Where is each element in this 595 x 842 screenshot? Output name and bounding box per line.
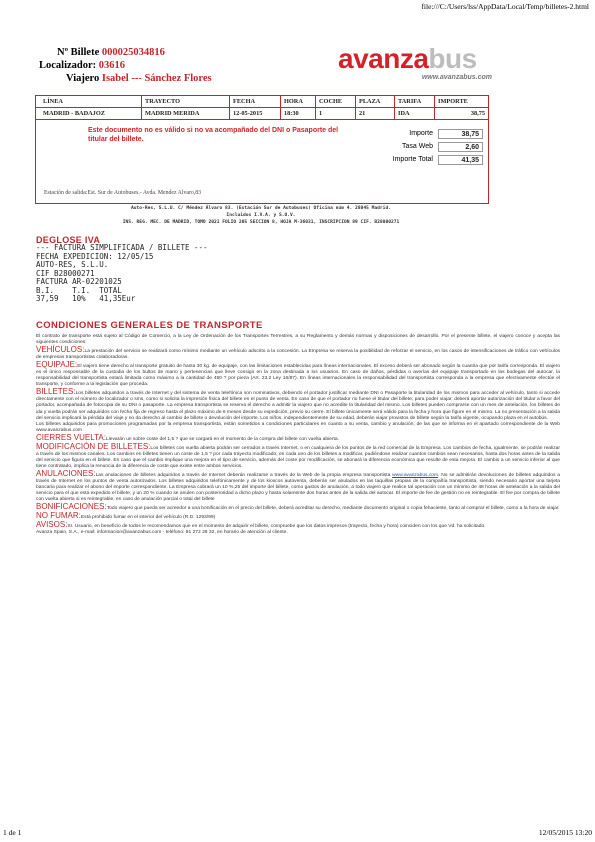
text-modificacion: Los billetes con vuelta abierta podrán ser cerrados a través Internet, o en cualquiera de los puntos de la red comercial de la Empresa. Los cambios de fecha, igualmente, se podrán realizar a través de los mismos canales. Los cambios en billetes tienen un coste de 1,5 ? por cada trayecto modificado, en cada uno de los billetes a modificar, pudiéndose realizar cuantos cambios sean necesarios, hasta dos horas antes de la salida del servicio que figura en el billete. En caso que el cambio implique una mejora en el tipo de servicio, además del coste por modificación, se abonará la diferencia económica que resulte de esta mejora. El cambio a un servicio inferior al que tiene contratado, implica la renuncia de la diferencia de coste que existe entre ambos servicios.: [36, 445, 560, 469]
invoice-block: [36, 244, 208, 304]
text-avisos: Sr. Usuario, en beneficio de todos le recomendamos que en el momento de adquirir el billete, compruebe que los datos impresos (trayecto, fecha y hora) coinciden con los que Vd. ha solicitado.: [67, 524, 486, 530]
cell-importe: 38,75: [470, 110, 485, 117]
viajero-value: Isabel --- Sánchez Flores: [101, 73, 212, 84]
text-no-fumar: Está prohibido fumar en el interior del vehículo (R.D. 1293/99): [80, 515, 216, 521]
cell-hora: 18:30: [284, 110, 299, 117]
price-row-total: [373, 155, 483, 166]
invoice-line: CIF B28000271: [36, 268, 95, 278]
cell-fecha: 12-05-2015: [233, 110, 263, 117]
keyword-anulaciones: ANULACIONES:: [36, 468, 96, 478]
table-divider: [229, 96, 230, 119]
keyword-bonificaciones: BONIFICACIONES:: [36, 502, 107, 512]
price-value: 38,75: [438, 129, 483, 139]
localizador-label: Localizador:: [39, 60, 97, 71]
keyword-no-fumar: NO FUMAR:: [36, 511, 81, 521]
logo-word-avanza: avanza: [338, 43, 429, 74]
table-divider: [315, 96, 316, 119]
table-divider: [434, 96, 435, 119]
price-value: 41,35: [438, 155, 483, 165]
avanzabus-link[interactable]: www.avanzabus.com: [392, 472, 439, 478]
keyword-equipaje: EQUIPAJE:: [36, 360, 78, 370]
cell-coche: 1: [319, 110, 323, 117]
table-divider: [280, 96, 281, 119]
viajero-label: Viajero: [66, 73, 100, 84]
invoice-line: AUTO-RES, S.L.U.: [36, 260, 109, 269]
ticket-header: [36, 46, 212, 85]
logo-word-bus: bus: [428, 43, 477, 74]
price-row-importe: [373, 129, 483, 140]
print-datetime: 12/05/2015 13:20: [538, 828, 592, 837]
invoice-line: 37,59 10% 41,35Eur: [36, 294, 136, 303]
invoice-line: FACTURA AR-02201025: [36, 277, 122, 286]
price-label: Tasa Web: [402, 143, 433, 150]
conditions-intro: El contrato de transporte está sujeto al Código de Comercio, a la Ley de Ordenación de los Transportes Terrestres, a su Reglamento y demás normas y disposiciones de desarrollo. Por el presente billete, el viajero conoce y acepta las siguientes condiciones:: [36, 334, 560, 346]
col-plaza: PLAZA: [359, 98, 381, 105]
keyword-billetes: BILLETES:: [36, 387, 76, 397]
cell-linea: MADRID - BADAJOZ: [43, 110, 105, 117]
cell-trayecto: MADRID MERIDA: [145, 110, 200, 117]
ticket-table-row: [36, 108, 488, 120]
invoice-line: --- FACTURA SIMPLIFICADA / BILLETE ---: [36, 243, 208, 252]
text-bonificaciones: Todo viajero que pueda ser acreedor a una bonificación en el precio del billete, deberá acreditar su derecho, mediante documento original o copia fehaciente, tanto al comprar el billete, como a la hora de viajar.: [106, 506, 560, 512]
invoice-line: B.I. T.I. TOTAL: [36, 285, 122, 295]
desglose-title: DEGLOSE IVA: [36, 235, 101, 245]
price-value: 2,60: [438, 142, 483, 152]
price-row-tasa-web: [373, 142, 483, 153]
table-divider: [355, 96, 356, 119]
ticket-table-header: [36, 96, 488, 108]
avanzabus-logo: [338, 44, 498, 81]
col-trayecto: TRAYECTO: [145, 98, 180, 105]
cell-plaza: 21: [359, 110, 366, 117]
logo-url: www.avanzabus.com: [421, 74, 492, 81]
price-label: Importe: [409, 130, 433, 137]
col-hora: HORA: [284, 98, 303, 105]
billete-value: 000025034816: [101, 47, 165, 58]
text-billetes-extra: Los billetes adquiridos para promociones programadas por la empresa transportista, están sometidos a condiciones particulares en cuanto a su venta, cambio y anulación, de las que se informa en el apartado correspondiente de la Web www.avanzabus.com: [36, 421, 560, 433]
text-equipaje: El viajero tiene derecho al transporte gratuito de hasta 30 kg. de equipaje, con las limitaciones establecidas para líneas internacionales. El exceso deberá ser abonado según la cuantía que por tarifa corresponda. El viajero es el único responsable de la custodia de los bultos de mano y pertenencias que lleve consigo en la zona destinada a los usuarios. En caso de daños, pérdidas o averías del equipaje transportado en las bodegas del autocar, la responsabilidad del transportista estará limitada como máximo a la cantidad de 450 ? por pieza (Art. 23.2 Ley 16/87). En líneas internacionales la responsabilidad del transportista corresponda a la empresa que efectivamente efectúe el transporte, y conforme a la legislación que proceda.: [36, 364, 560, 388]
price-label: Importe Total: [392, 156, 433, 163]
company-line: Auto-Res, S.L.U. C/ Méndez Álvaro 83. (Estación Sur de Autobuses) Oficina núm 4. 28045 Madrid.: [131, 206, 391, 211]
company-line: Incluidos I.V.A. y S.O.V.: [226, 213, 296, 218]
keyword-modificacion: MODIFICACIÓN DE BILLETES:: [36, 441, 151, 451]
text-vehiculos: La prestación del servicio se realizará como mínimo mediante un vehículo adscrito a la concesión. La Empresa se reserva la posibilidad de reforzar el servicio, en los casos de intensificaciones de tráfico con vehículos de empresas transportistas colaboradoras.: [36, 349, 560, 361]
invoice-line: FECHA EXPEDICION: 12/05/15: [36, 251, 154, 261]
col-coche: COCHE: [319, 98, 343, 105]
conditions-title: CONDICIONES GENERALES DE TRANSPORTE: [36, 320, 263, 331]
keyword-avisos: AVISOS:: [36, 520, 68, 530]
table-divider: [394, 96, 395, 119]
company-info: [35, 205, 487, 226]
page-url: file:///C:/Users/lss/AppData/Local/Temp/billetes-2.html: [421, 2, 589, 11]
col-importe: IMPORTE: [438, 98, 468, 105]
keyword-vehiculos: VEHÍCULOS:: [36, 345, 85, 355]
text-cierres: Llevarán un sobre coste del 1,5 ? que se cargará en el momento de la compra del billete con vuelta abierta.: [105, 436, 339, 442]
contact-line: Avanza Spain, S.A., e-mail: informacion@avanzabus.com - teléfono: 91 272 28 32, en horario de atención al cliente.: [36, 530, 288, 536]
col-linea: LÍNEA: [43, 98, 63, 105]
departure-station: Estación de salida:Est. Sur de Autobuses.- Avda. Mendez Alvaro,83: [44, 190, 202, 196]
conditions-body: [36, 334, 560, 536]
keyword-cierres: CIERRES VUELTA:: [36, 432, 106, 442]
table-divider: [141, 96, 142, 119]
col-fecha: FECHA: [233, 98, 256, 105]
col-tarifa: TARIFA: [398, 98, 422, 105]
page-count: 1 de 1: [3, 828, 22, 837]
text-billetes: Los billetes adquiridos a través de Internet y del sistema de venta telefónica son nominativos, debiendo el portador justificar mediante DNI o Pasaporte la titularidad de los mismos para acceder al vehículo, tanto si accede directamente con el número de localizador o sms, como si solicita la impresión física del billete en el punto de venta. En caso de que el portador no fuese el titular del billete, para poder viajar, deberá aportar autorización del titular a favor del portador, acompañada de fotocopia de su DNI o pasaporte. La empresa transportista se reserva el derecho a admitir la viajero que no acredite la titularidad del mismo. Los billetes pueden comprarse con un mes de antelación, los billetes de ida y vuelta podrán ser adquiridos con fecha fija de regreso hasta el plazo máximo de 6 meses desde su expedición, previo su cierre. El billete únicamente será válido para la fecha y hora que figure en el mismo. La no presentación a la salida del servicio implicará la pérdida del viaje y no da derecho al cambio de billete o devolución del importe. Los niños, independientemente de su edad, deberán viajar provistos de billete según la tarifa vigente, ocupando plaza en el autobús.: [36, 391, 560, 421]
text-anulaciones: . No se admitirán devoluciones de billetes adquiridos a través de Internet en los puntos de venta autorizados. Los billetes adquiridos telefónicamente y de los kioscos autoventa, deberán ser anulados en las taquillas propias de la compañía transportista, siendo necesario aportar una tarjeta bancaria para realizar el abono del importe correspondiente. La Empresa cobrará un 10 %,25 del importe del billete, como gastos de anulación, a todo viajero que realice tal operación con un mínimo de 48 horas de antelación a la salida del servicio para el que está expedido el billete, y un 20 % cuando se anulen con posterioridad a dicho plazo y hasta solamente dos horas antes de la salida del autocar. El importe de fee de gestión no es reintegrable. El fee por compra de billete con vuelta abierta si es reintegrable, en caso de anulación parcial o total del billete: [36, 472, 560, 503]
company-line: INS. REG. MEC. DE MADRID, TOMO 2021 FOLIO 205 SECCION 8, HOJA M-36031, INSCRIPCION 89 CIF. B28000271: [122, 220, 400, 225]
text-anulaciones-pre: Las anulaciones de billetes adquiridos a través de Internet deberán realizarse a través de la Web de la propia empresa transportista: [95, 472, 393, 478]
cell-tarifa: IDA: [398, 110, 410, 117]
dni-warning: Este documento no es válido si no va acompañado del DNI o Pasaporte del titular del billete.: [88, 127, 339, 143]
billete-label: Nº Billete: [57, 47, 100, 58]
ticket-box: [35, 95, 489, 204]
localizador-value: 03616: [98, 60, 126, 71]
